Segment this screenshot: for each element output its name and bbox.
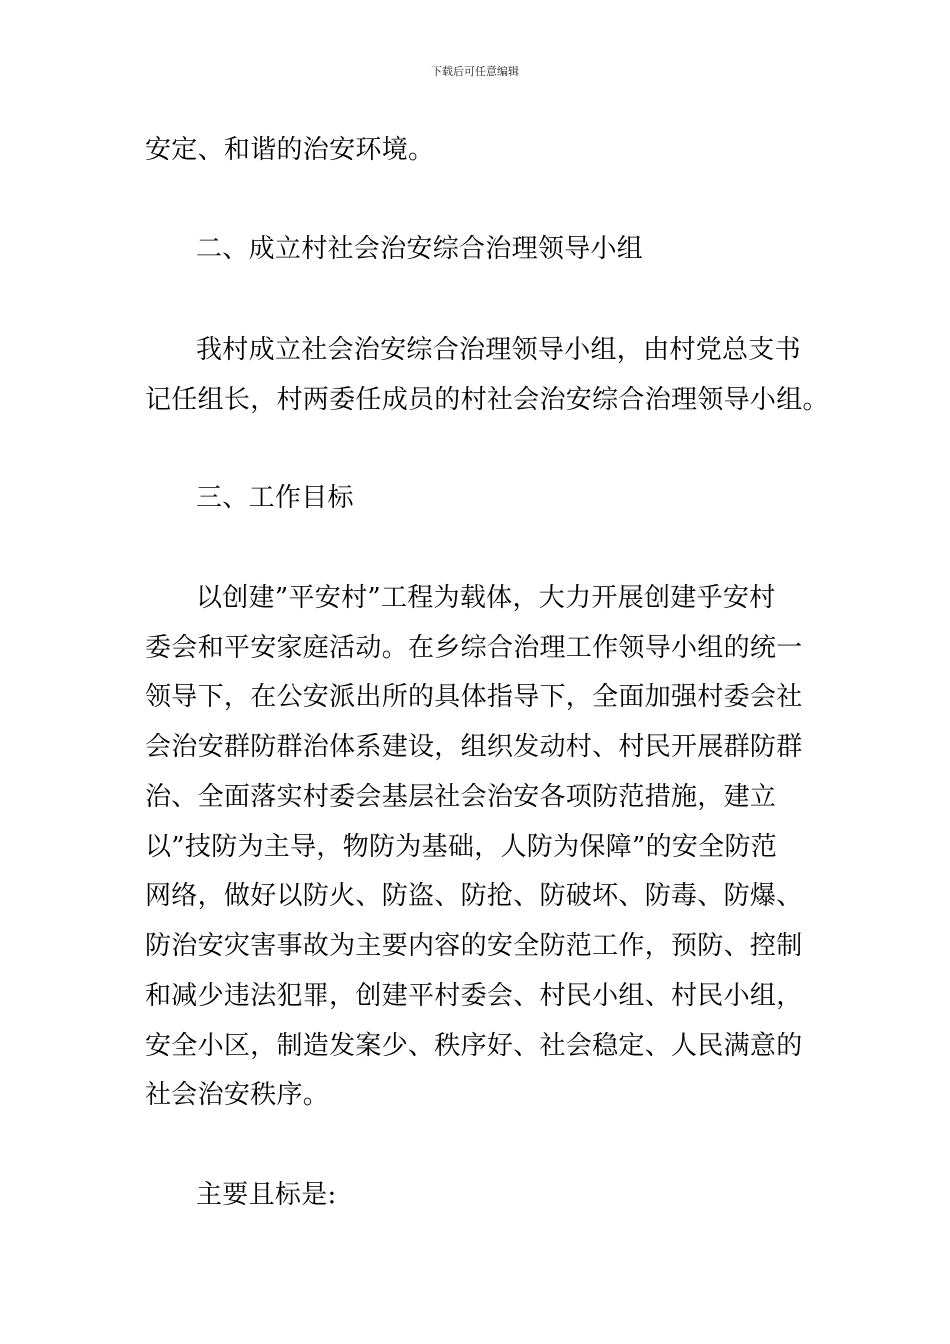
text-line: 和减少违法犯罪，创建平村委会、村民小组、村民小组，	[145, 981, 803, 1011]
text-line: 以”技防为主导，物防为基础，人防为保障”的安全防范	[145, 832, 778, 862]
text-line: 防治安灾害事故为主要内容的安全防范工作，预防、控制	[145, 931, 803, 961]
text-line: 会治安群防群治体系建设，组织发动村、村民开展群防群	[145, 732, 803, 762]
text-line: 社会治安秩序。	[145, 1080, 330, 1110]
text-line: 网络，做好以防火、防盗、防抢、防破坏、防毒、防爆、	[145, 881, 803, 911]
text-line: 主要且标是:	[196, 1180, 337, 1210]
text-line: 记任组长，村两委任成员的村社会治安综合治理领导小组。	[145, 385, 829, 415]
text-line: 领导下，在公安派出所的具体指导下，全面加强村委会社	[145, 682, 803, 712]
text-line: 安定、和谐的治安环境。	[145, 135, 435, 165]
page-header: 下载后可任意编辑	[431, 65, 519, 78]
text-line: 委会和平安家庭活动。在乡综合治理工作领导小组的统一	[145, 633, 803, 663]
text-line: 以创建”平安村”工程为载体，大力开展创建乎安村	[196, 583, 776, 613]
text-line: 治、全面落实村委会基层社会治安各项防范措施，建立	[145, 782, 777, 812]
text-line: 安全小区，制造发案少、秩序好、社会稳定、人民满意的	[145, 1031, 803, 1061]
section-heading-3: 三、工作目标	[196, 483, 354, 513]
section-heading-2: 二、成立村社会治安综合治理领导小组	[196, 234, 644, 264]
text-line: 我村成立社会治安综合治理领导小组，由村党总支书	[196, 335, 801, 365]
